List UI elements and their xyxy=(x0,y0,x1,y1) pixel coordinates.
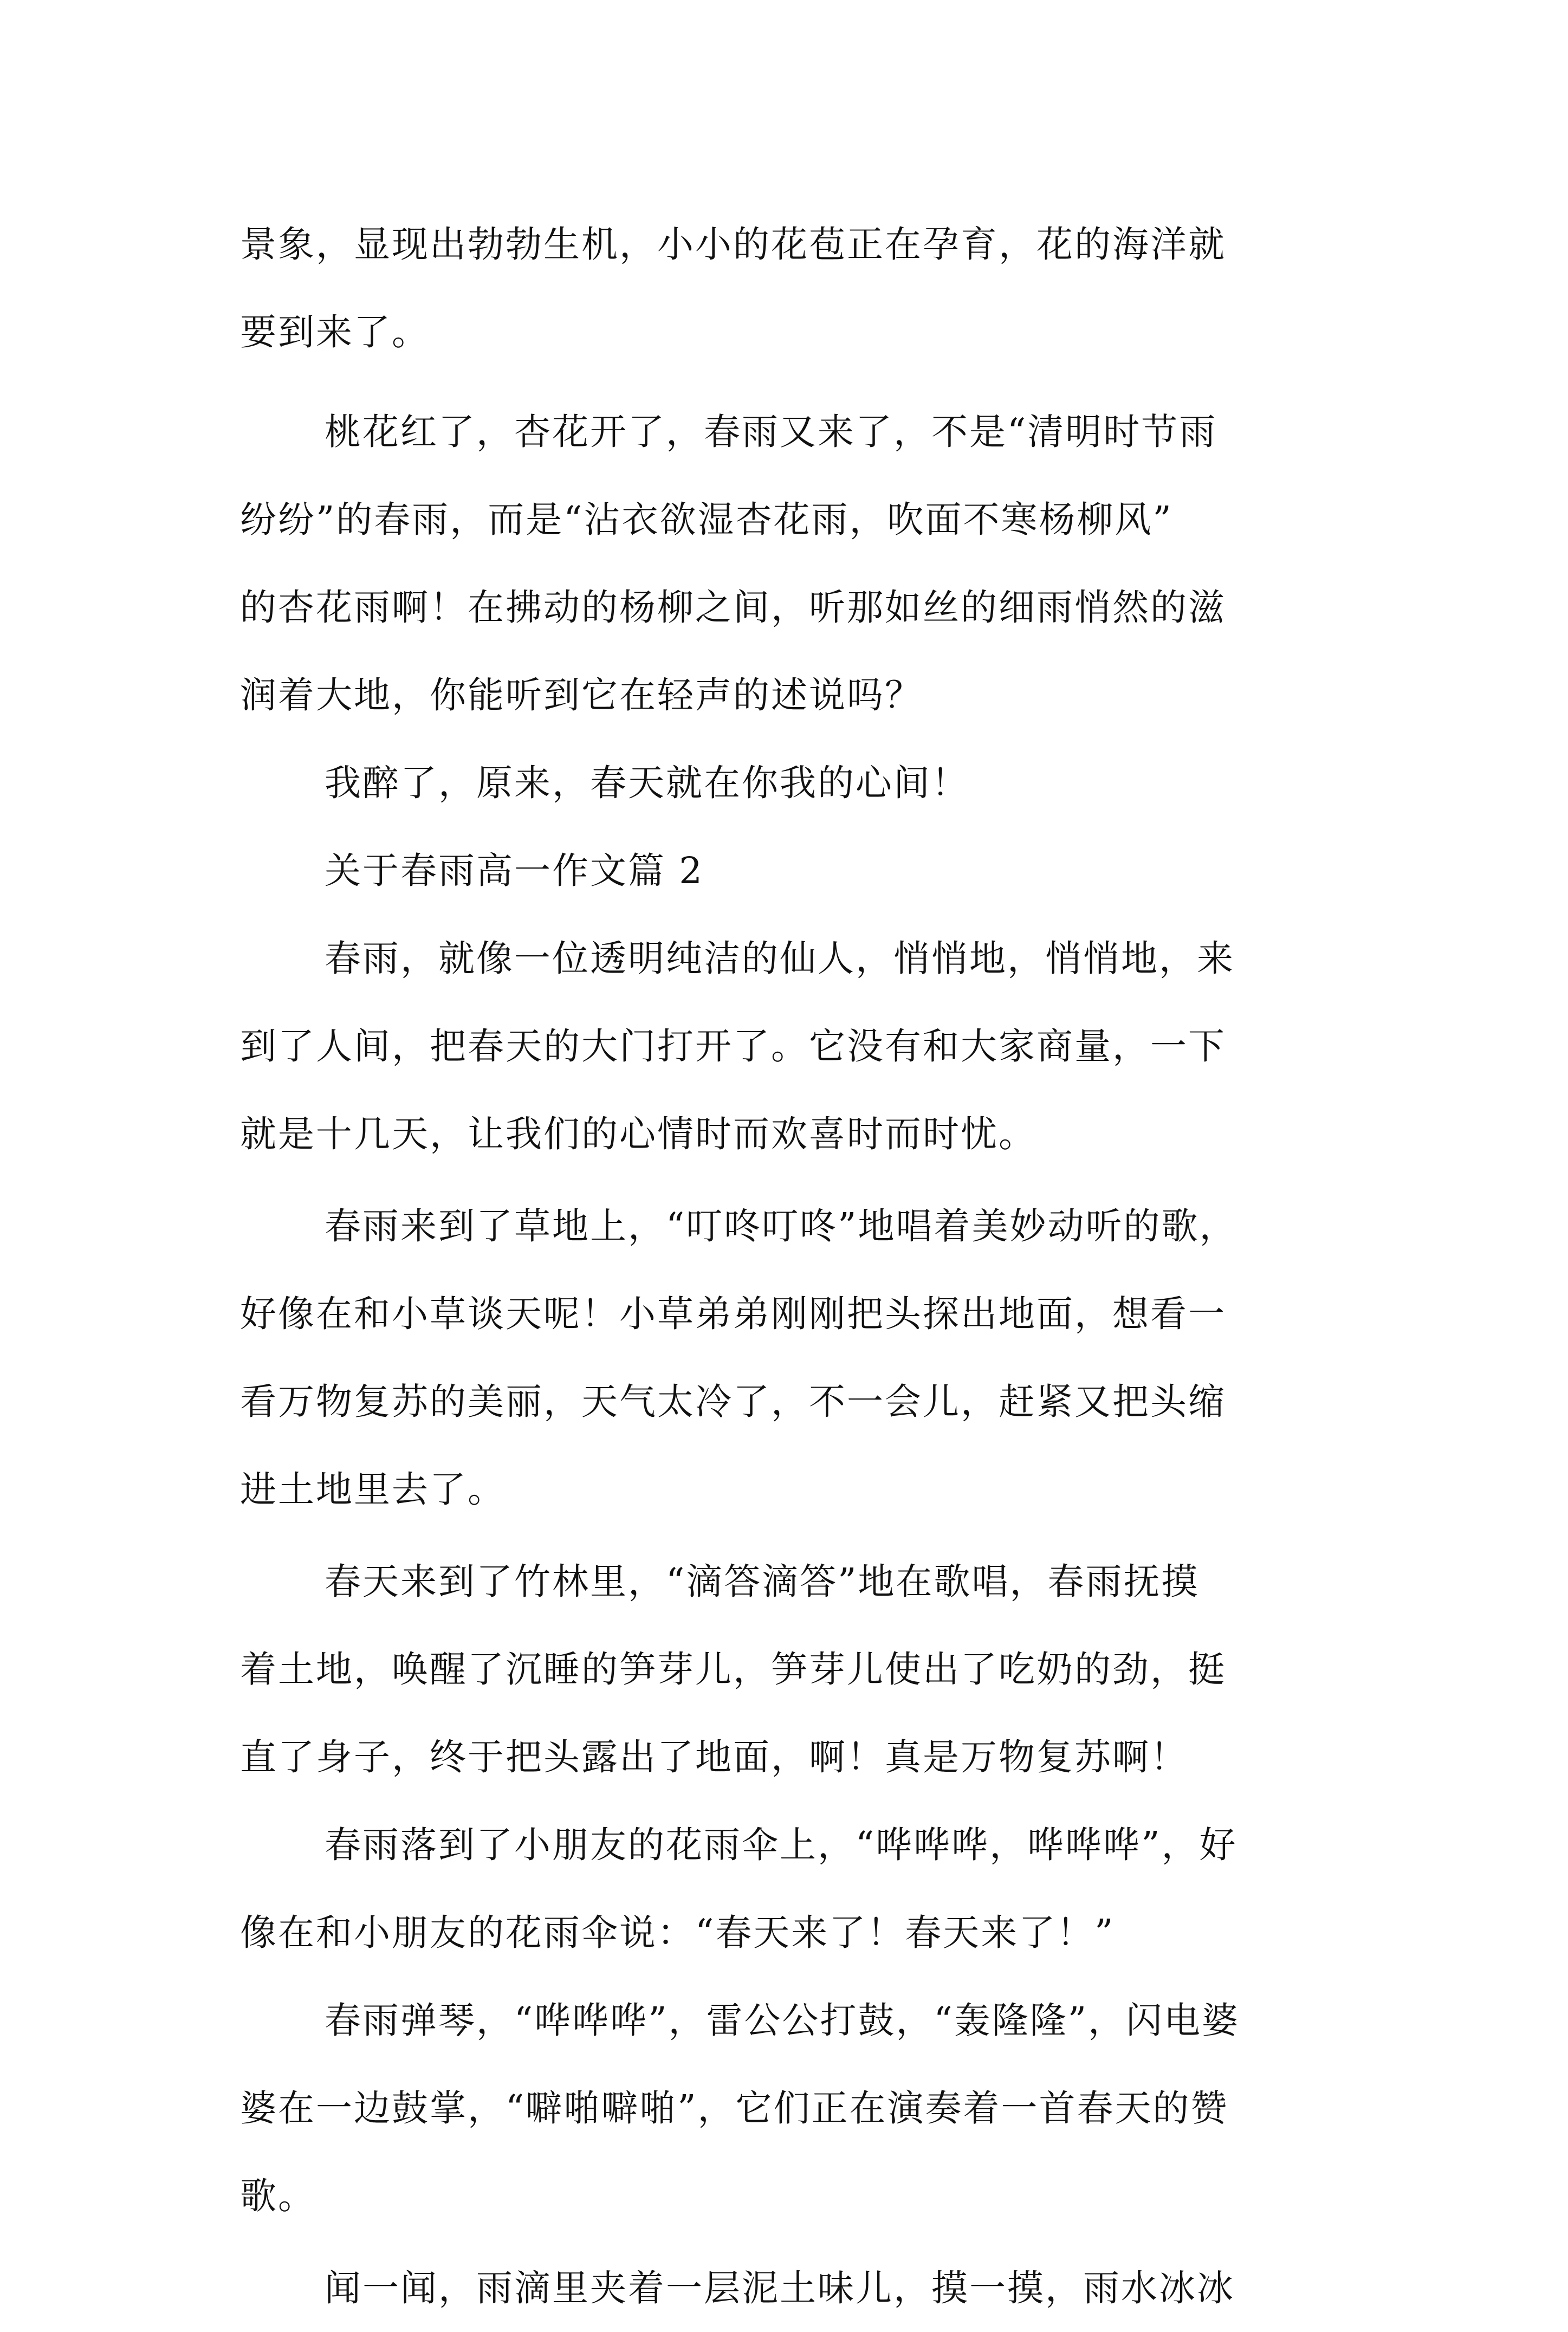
text-line: 要到来了。 xyxy=(240,311,430,353)
section-heading xyxy=(240,827,1334,915)
text-line: 纷纷”的春雨，而是“沾衣欲湿杏花雨，吹面不寒杨柳风” xyxy=(240,498,1173,541)
text-line: 春雨，就像一位透明纯洁的仙人，悄悄地，悄悄地，来 xyxy=(325,937,1235,980)
text-line: 春雨落到了小朋友的花雨伞上，“哗哗哗，哗哗哗”，好 xyxy=(325,1824,1237,1866)
paragraph-9 xyxy=(240,1977,1334,2240)
text-line: 看万物复苏的美丽，天气太冷了，不一会儿，赶紧又把头缩 xyxy=(240,1381,1226,1423)
text-line: 春天来到了竹林里，“滴答滴答”地在歌唱，春雨抚摸 xyxy=(325,1560,1200,1603)
text-line: 到了人间，把春天的大门打开了。它没有和大家商量，一下 xyxy=(240,1025,1226,1067)
paragraph-5 xyxy=(240,915,1334,1178)
text-line: 闻一闻，雨滴里夹着一层泥土味儿，摸一摸，雨水冰冰 xyxy=(325,2267,1235,2309)
document-body xyxy=(240,200,1334,2332)
text-line: 歌。 xyxy=(240,2175,316,2217)
paragraph-6 xyxy=(240,1182,1334,1533)
text-line: 春雨来到了草地上，“叮咚叮咚”地唱着美妙动听的歌， xyxy=(325,1205,1237,1247)
paragraph-2 xyxy=(240,388,1334,739)
text-line: 就是十几天，让我们的心情时而欢喜时而时忧。 xyxy=(240,1113,1036,1155)
text-line: 景象，显现出勃勃生机，小小的花苞正在孕育，花的海洋就 xyxy=(240,223,1226,265)
text-line: 直了身子，终于把头露出了地面，啊！真是万物复苏啊！ xyxy=(240,1736,1188,1778)
paragraph-3 xyxy=(240,739,1334,827)
text-line: 着土地，唤醒了沉睡的笋芽儿，笋芽儿使出了吃奶的劲，挺 xyxy=(240,1648,1226,1690)
text-line: 我醉了，原来，春天就在你我的心间！ xyxy=(325,762,969,804)
text-line: 进土地里去了。 xyxy=(240,1468,506,1511)
paragraph-7 xyxy=(240,1538,1334,1801)
text-line: 春雨弹琴，“哗哗哗”，雷公公打鼓，“轰隆隆”，闪电婆 xyxy=(325,1999,1240,2042)
heading-line: 关于春雨高一作文篇 2 xyxy=(325,850,704,892)
text-line: 好像在和小草谈天呢！小草弟弟刚刚把头探出地面，想看一 xyxy=(240,1293,1226,1335)
text-line: 桃花红了，杏花开了，春雨又来了，不是“清明时节雨 xyxy=(325,411,1217,453)
paragraph-10 xyxy=(240,2244,1334,2332)
text-line: 的杏花雨啊！在拂动的杨柳之间，听那如丝的细雨悄然的滋 xyxy=(240,586,1226,629)
text-line: 润着大地，你能听到它在轻声的述说吗？ xyxy=(240,674,923,716)
text-line: 婆在一边鼓掌，“噼啪噼啪”，它们正在演奏着一首春天的赞 xyxy=(240,2087,1229,2129)
text-line: 像在和小朋友的花雨伞说：“春天来了！春天来了！” xyxy=(240,1912,1115,1954)
paragraph-1 xyxy=(240,200,1334,376)
paragraph-8 xyxy=(240,1801,1334,1977)
